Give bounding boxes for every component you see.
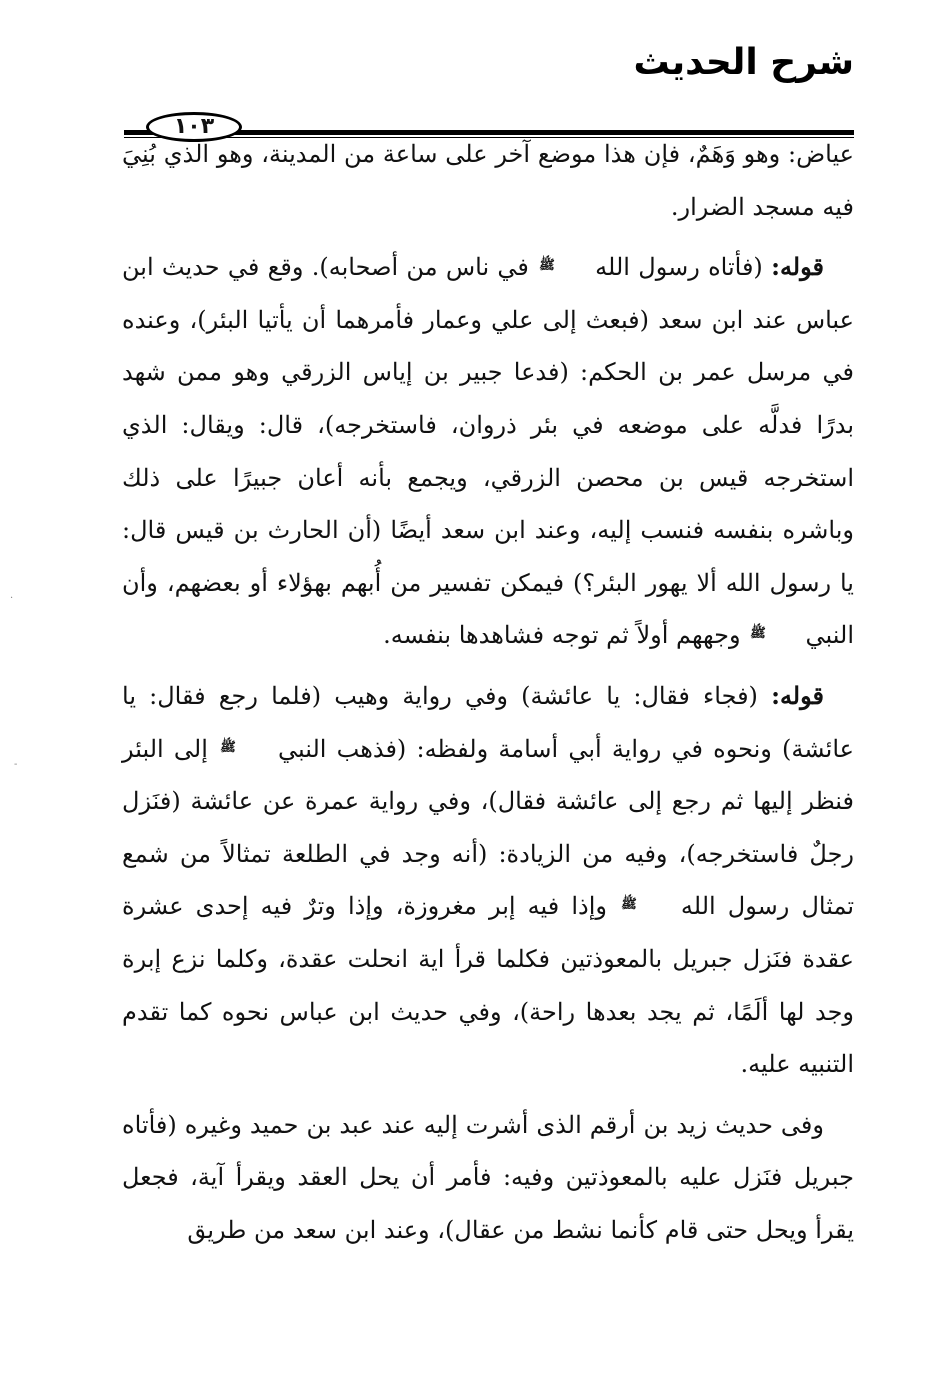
- paragraph-lead: قوله:: [771, 252, 824, 282]
- paragraph-2: [122, 241, 854, 662]
- paragraph-lead: قوله:: [771, 680, 824, 710]
- paragraph-4: [122, 1099, 854, 1257]
- margin-speck: -: [14, 759, 18, 770]
- body-text: [122, 128, 854, 1256]
- page-number-badge: ١٠٣: [146, 112, 242, 142]
- paragraph-text: وفى حديث زيد بن أرقم الذى أشرت إليه عند عبد بن حميد وغيره (فأتاه جبريل فنَزل عليه بالمعوذتين وفيه: فأمر أن يحل العقد ويقرأ آية، فجعل يقرأ ويحل حتى قام كأنما نشط من عقال)، وعند ابن سعد من طريق: [122, 1110, 854, 1244]
- paragraph-3: [122, 670, 854, 1091]
- paragraph-text: عياض: وهو وَهَمٌ، فإن هذا موضع آخر على ساعة من المدينة، وهو الذي بُنِيَ فيه مسجد الضرار.: [122, 140, 854, 221]
- margin-speck: ·: [10, 593, 14, 604]
- paragraph-text: في ناس من أصحابه). وقع في حديث ابن عباس عند ابن سعد (فبعث إلى علي وعمار فأمرهما أن يأتيا البئر)، وعنده في مرسل عمر بن الحكم: (فدعا جبير بن إياس الزرقي وهو ممن شهد بدرًا فدلَّه على موضعه في بئر ذروان، فاستخرجه)، قال: ويقال: الذي استخرجه قيس بن محصن الزرقي، ويجمع بأنه أعان جبيرًا على ذلك وباشره بنفسه فنسب إليه، وعند ابن سعد أيضًا (أن الحارث بن قيس قال: يا رسول الله ألا يهور البئر؟) فيمكن تفسير من أُبهم بهؤلاء أو بعضهم، وأن النبي: [122, 253, 854, 650]
- paragraph-text: وجههم أولاً ثم توجه فشاهدها بنفسه.: [383, 621, 749, 650]
- honorific-mark: ﷺ: [220, 739, 236, 755]
- honorific-mark: ﷺ: [621, 897, 637, 913]
- paragraph-text: إلى البئر فنظر إليها ثم رجع إلى عائشة فقال)، وفي رواية عمرة عن عائشة (فنَزل رجلٌ فاستخرجه)، وفيه من الزيادة: (أنه وجد في الطلعة تمثالاً من شمع تمثال رسول الله: [122, 734, 854, 921]
- paragraph-1: [122, 128, 854, 233]
- running-title: شرح الحديث: [633, 42, 854, 83]
- paragraph-text: (فأتاه رسول الله: [586, 253, 772, 282]
- honorific-mark: ﷺ: [539, 258, 555, 274]
- honorific-mark: ﷺ: [750, 626, 766, 642]
- page-header: [124, 36, 854, 139]
- paragraph-text: وإذا فيه إبر مغروزة، وإذا وترٌ فيه إحدى عشرة عقدة فنَزل جبريل بالمعوذتين فكلما قرأ اية انحلت عقدة، وكلما نزع إبرة وجد لها ألَمًا، ثم يجد بعدها راحة)، وفي حديث ابن عباس نحوه كما تقدم التنبيه عليه.: [122, 892, 854, 1079]
- paragraph-text: (فجاء فقال: يا عائشة) وفي رواية وهيب (فلما رجع فقال: يا عائشة) ونحوه في رواية أبي أسامة ولفظه: (فذهب النبي: [122, 681, 854, 763]
